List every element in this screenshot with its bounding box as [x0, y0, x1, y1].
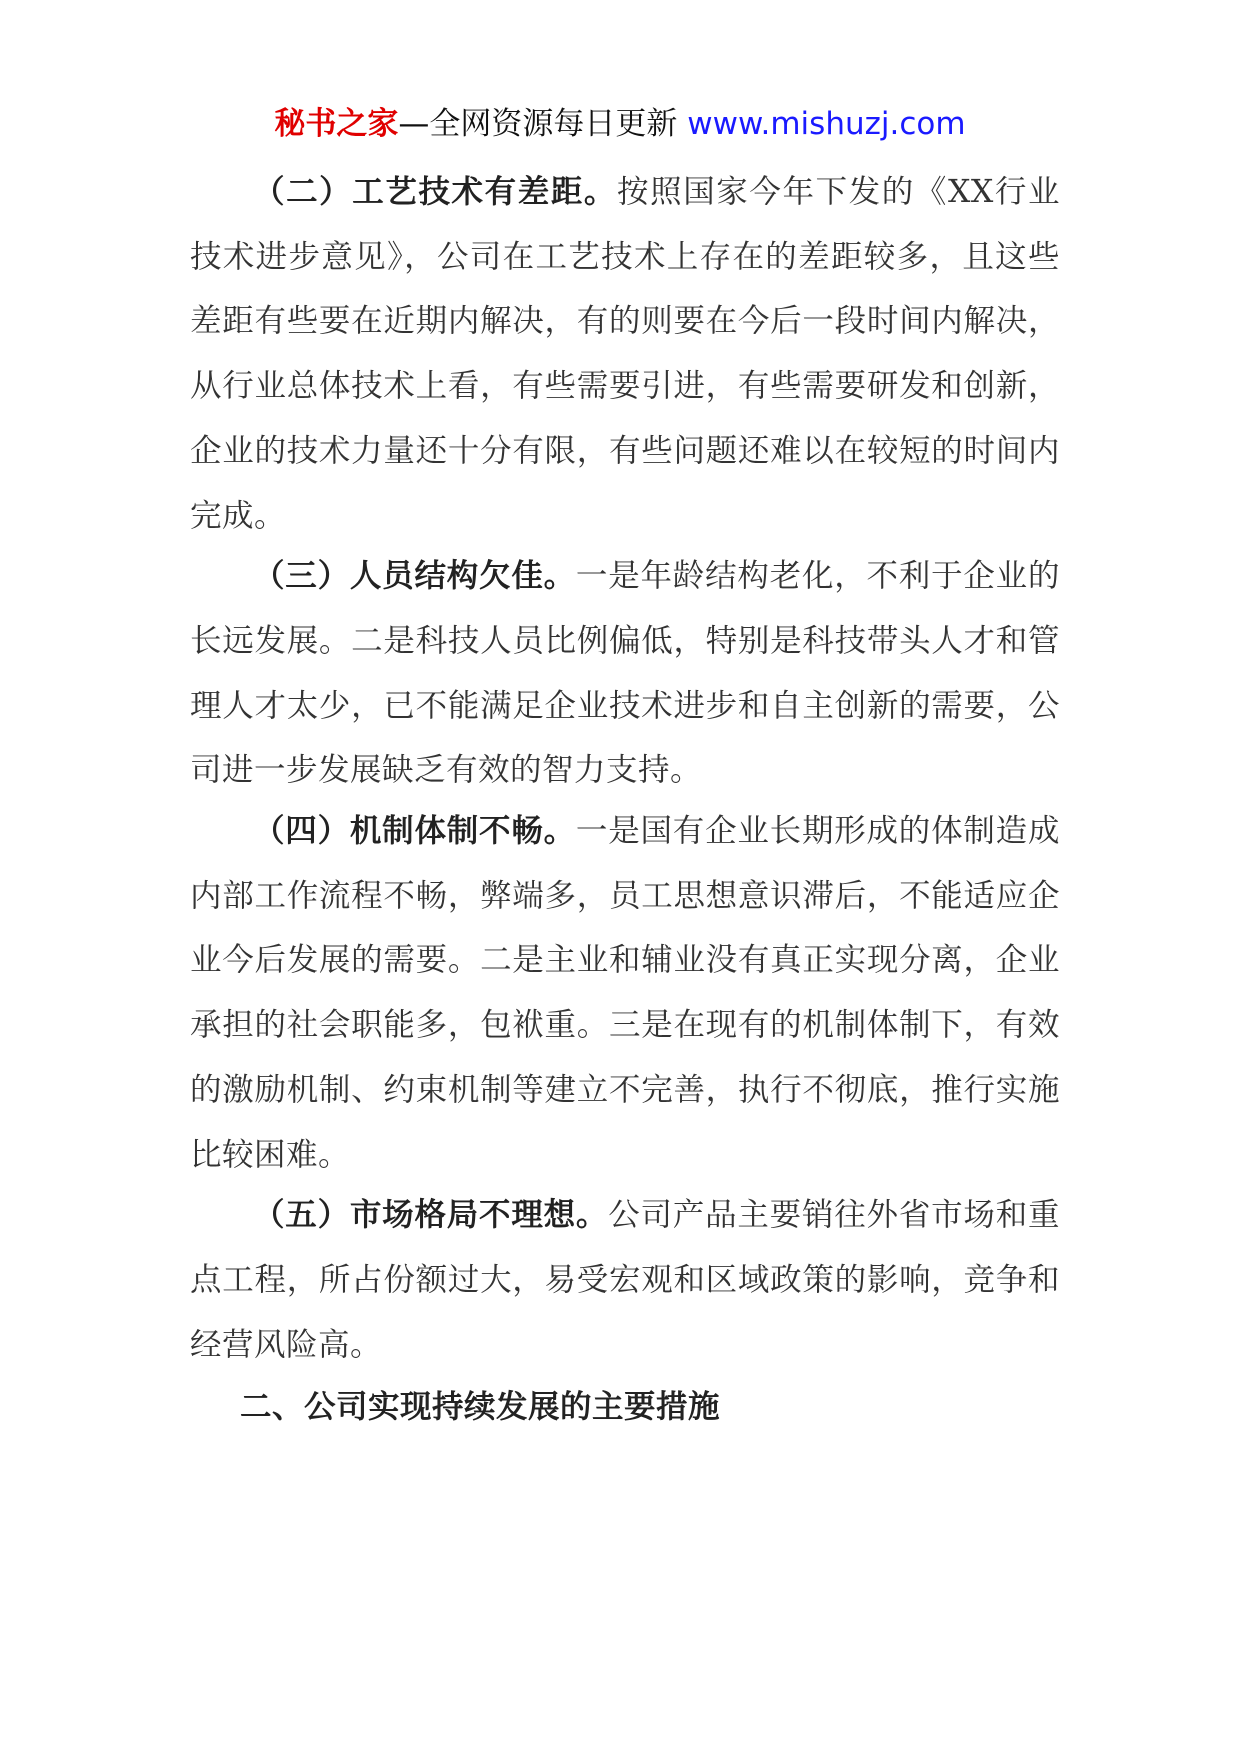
paragraph-heading: （五）市场格局不理想。 — [253, 1197, 609, 1234]
paragraph-text: 按照国家今年下发的《XX行业技术进步意见》，公司在工艺技术上存在的差距较多，且这些差距有些要在近期内解决，有的则要在今后一段时间内解决，从行业总体技术上看，有些需要引进，有些需要研发和创新，企业的技术力量还十分有限，有些问题还难以在较短的时间内完成。 — [190, 174, 1060, 534]
paragraph-market-pattern — [190, 1183, 1060, 1377]
paragraph-text: 一是年龄结构老化，不利于企业的长远发展。二是科技人员比例偏低，特别是科技带头人才和管理人才太少，已不能满足企业技术进步和自主创新的需要，公司进一步发展缺乏有效的智力支持。 — [190, 558, 1060, 789]
paragraph-heading: （二）工艺技术有差距。 — [253, 174, 618, 210]
paragraph-personnel-structure — [190, 544, 1060, 803]
paragraph-text: 一是国有企业长期形成的体制造成内部工作流程不畅，弊端多，员工思想意识滞后，不能适应企业今后发展的需要。二是主业和辅业没有真正实现分离，企业承担的社会职能多，包袱重。三是在现有的机制体制下，有效的激励机制、约束机制等建立不完善，执行不彻底，推行实施比较困难。 — [190, 813, 1060, 1173]
paragraph-process-technology — [190, 160, 1060, 548]
paragraph-heading: （三）人员结构欠佳。 — [253, 558, 576, 595]
paragraph-heading: （四）机制体制不畅。 — [253, 813, 576, 850]
brand-name: 秘书之家 — [274, 106, 399, 142]
document-body — [190, 160, 1060, 1440]
site-header — [0, 100, 1240, 148]
paragraph-mechanism-system — [190, 799, 1060, 1187]
paragraph-text: 公司产品主要销往外省市场和重点工程，所占份额过大，易受宏观和区域政策的影响，竞争和经营风险高。 — [190, 1197, 1060, 1363]
section-title: 二、公司实现持续发展的主要措施 — [240, 1389, 721, 1426]
header-slogan: —全网资源每日更新 — [398, 106, 678, 142]
site-url-link[interactable]: www.mishuzj.com — [687, 106, 966, 142]
